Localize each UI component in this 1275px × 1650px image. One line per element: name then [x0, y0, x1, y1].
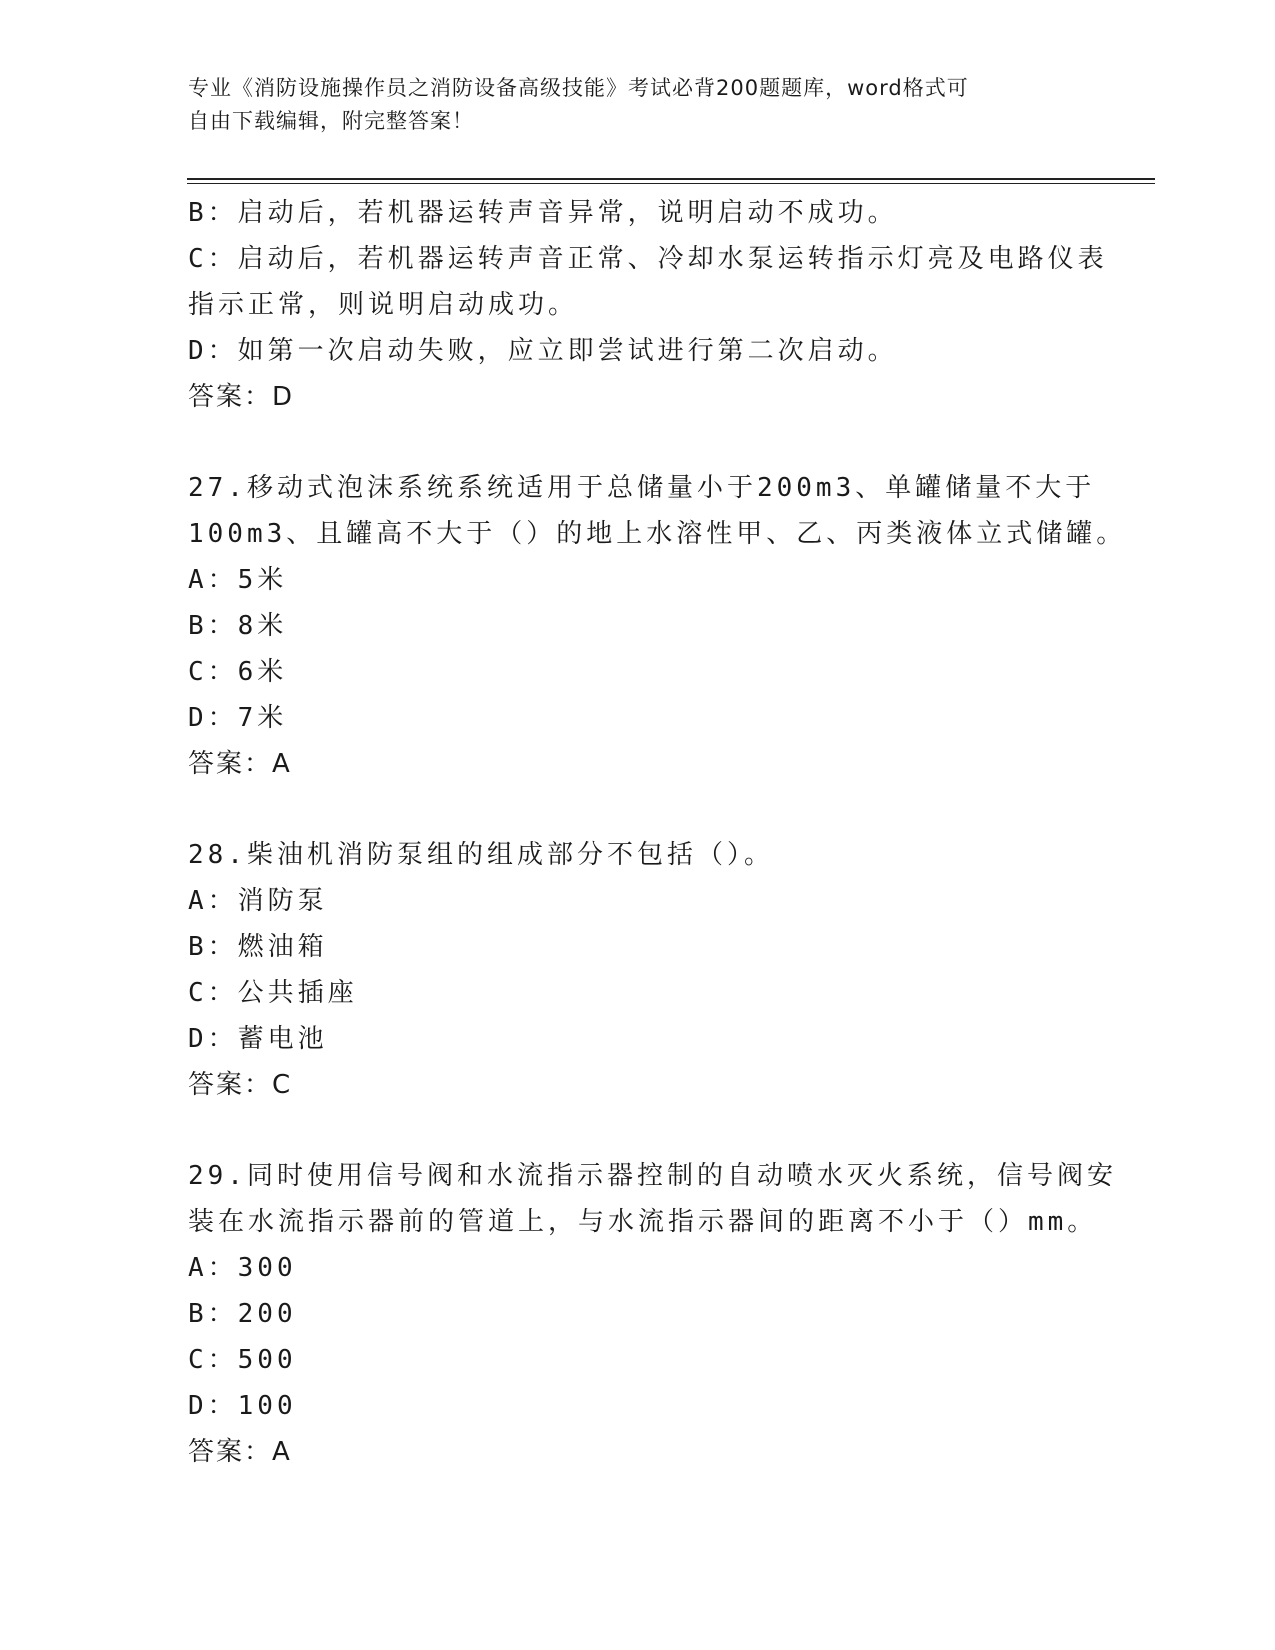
question-stem-continued: 100m3、且罐高不大于（）的地上水溶性甲、乙、丙类液体立式储罐。 — [188, 519, 1127, 549]
question-28 — [188, 832, 1088, 1108]
option-d: D：如第一次启动失败，应立即尝试进行第二次启动。 — [188, 336, 898, 366]
option-a: A：300 — [188, 1253, 297, 1283]
header-divider-thick — [187, 178, 1155, 180]
option-c: C：公共插座 — [188, 978, 358, 1008]
question-stem: 27.移动式泡沫系统系统适用于总储量小于200m3、单罐储量不大于 — [188, 473, 1096, 503]
header-divider-thin — [187, 183, 1155, 184]
option-c-continued: 指示正常，则说明启动成功。 — [188, 290, 579, 320]
question-stem-continued: 装在水流指示器前的管道上，与水流指示器间的距离不小于（）mm。 — [188, 1207, 1098, 1237]
spacer — [188, 420, 1088, 465]
header-line-2: 自由下载编辑，附完整答案！ — [188, 109, 474, 133]
document-header — [188, 72, 1088, 138]
option-c: C：启动后，若机器运转声音正常、冷却水泵运转指示灯亮及电路仪表 — [188, 244, 1108, 274]
option-d: D：7米 — [188, 703, 288, 733]
spacer — [188, 1108, 1088, 1153]
question-26-continued — [188, 190, 1108, 420]
option-b: B：8米 — [188, 611, 288, 641]
option-c: C：500 — [188, 1345, 297, 1375]
question-29 — [188, 1153, 1117, 1475]
answer: 答案：A — [188, 749, 292, 779]
question-stem: 29.同时使用信号阀和水流指示器控制的自动喷水灭火系统，信号阀安 — [188, 1161, 1117, 1191]
question-27 — [188, 465, 1127, 787]
answer: 答案：A — [188, 1437, 292, 1467]
option-a: A：5米 — [188, 565, 288, 595]
question-list — [188, 190, 1127, 1475]
answer: 答案：D — [188, 382, 295, 412]
header-line-1: 专业《消防设施操作员之消防设备高级技能》考试必背200题题库，word格式可 — [188, 76, 969, 100]
option-b: B：启动后，若机器运转声音异常，说明启动不成功。 — [188, 198, 898, 228]
option-b: B：200 — [188, 1299, 297, 1329]
spacer — [188, 787, 1088, 832]
option-b: B：燃油箱 — [188, 932, 328, 962]
question-stem: 28.柴油机消防泵组的组成部分不包括（）。 — [188, 840, 774, 870]
answer: 答案：C — [188, 1070, 293, 1100]
option-d: D：蓄电池 — [188, 1024, 328, 1054]
option-c: C：6米 — [188, 657, 288, 687]
option-a: A：消防泵 — [188, 886, 328, 916]
option-d: D：100 — [188, 1391, 297, 1421]
